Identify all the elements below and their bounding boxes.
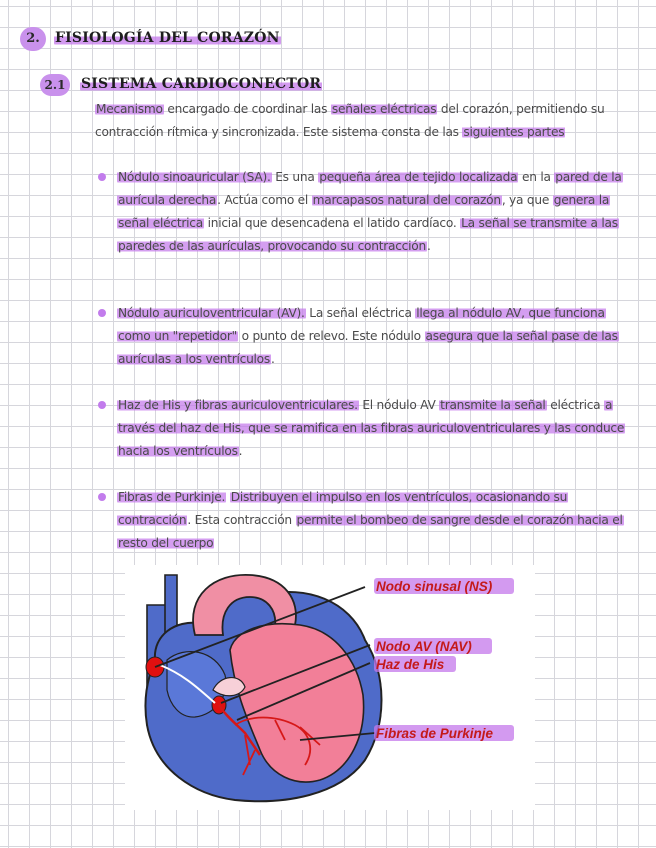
bullet-text: pared de la aurícula derecha xyxy=(118,170,622,207)
bullet-text: genera la señal eléctrica xyxy=(118,193,610,230)
intro-text-4: del corazón, permitiendo su contracción rítmica y sincronizada. Este sistema consta de las xyxy=(95,102,605,139)
bullet-text: . Actúa como el xyxy=(217,193,312,207)
bullet-text: . Esta contracción xyxy=(187,513,296,527)
bullet-dot xyxy=(98,493,106,501)
heart-conduction-diagram xyxy=(125,565,535,810)
intro-text-3: señales eléctricas xyxy=(331,102,437,116)
bullet-text: Nódulo auriculoventricular (AV). xyxy=(118,306,305,320)
bullet-sa-node xyxy=(117,166,637,258)
bullet-text: Nódulo sinoauricular (SA). xyxy=(118,170,271,184)
label-nav: Nodo AV (NAV) xyxy=(376,639,472,654)
bullet-text: . xyxy=(238,444,243,458)
bullet-dot xyxy=(98,309,106,317)
intro-text-2: encargado de coordinar las xyxy=(163,102,331,116)
subsection-number: 2.1 xyxy=(40,74,70,96)
subsection-title xyxy=(80,76,322,92)
bullet-av-node xyxy=(117,302,637,371)
bullet-text: pequeña área de tejido localizada xyxy=(319,170,518,184)
bullet-text: asegura que la señal pase de las aurículas a los ventrículos xyxy=(118,329,618,366)
bullet-text: La señal se transmite a las paredes de las aurículas, provocando su contracción xyxy=(118,216,618,253)
bullet-dot xyxy=(98,173,106,181)
bullet-text: . xyxy=(270,352,275,366)
bullet-text: en la xyxy=(518,170,555,184)
bullet-text: marcapasos natural del corazón xyxy=(312,193,501,207)
section-title-text: FISIOLOGÍA DEL CORAZÓN xyxy=(55,30,280,46)
bullet-text: Haz de His y fibras auriculoventriculares. xyxy=(118,398,358,412)
intro-paragraph xyxy=(95,98,640,144)
subsection-title-text: SISTEMA CARDIOCONECTOR xyxy=(81,76,322,92)
bullet-text: permite el bombeo de sangre desde el corazón hacia el resto del cuerpo xyxy=(118,513,623,550)
intro-text-5: siguientes partes xyxy=(463,125,565,139)
bullet-text: transmite la señal xyxy=(440,398,546,412)
bullet-text: Es una xyxy=(271,170,319,184)
bullet-purkinje xyxy=(117,486,637,555)
bullet-text: Distribuyen el impulso en los ventrículos, ocasionando su contracción xyxy=(118,490,568,527)
bullet-text: . xyxy=(426,239,431,253)
section-number: 2. xyxy=(20,27,46,51)
bullet-text: o punto de relevo. Este nódulo xyxy=(238,329,425,343)
bullet-text: eléctrica xyxy=(546,398,605,412)
label-his: Haz de His xyxy=(376,657,445,672)
bullet-text: llega al nódulo AV, que funciona como un "repetidor" xyxy=(118,306,605,343)
bullet-dot xyxy=(98,401,106,409)
bullet-text: El nódulo AV xyxy=(358,398,440,412)
bullet-text: inicial que desencadena el latido cardíaco. xyxy=(203,216,461,230)
bullet-text: La señal eléctrica xyxy=(305,306,416,320)
bullet-text: Fibras de Purkinje. xyxy=(118,490,226,504)
section-title xyxy=(54,30,281,46)
label-purkinje: Fibras de Purkinje xyxy=(376,726,494,741)
bullet-text: , ya que xyxy=(501,193,553,207)
label-ns: Nodo sinusal (NS) xyxy=(376,579,493,594)
bullet-text: a través del haz de His, que se ramifica en las fibras auriculoventriculares y las conduce hacia los ventrículos xyxy=(118,398,625,458)
intro-text-1: Mecanismo xyxy=(96,102,163,116)
bullet-his-bundle xyxy=(117,394,637,463)
